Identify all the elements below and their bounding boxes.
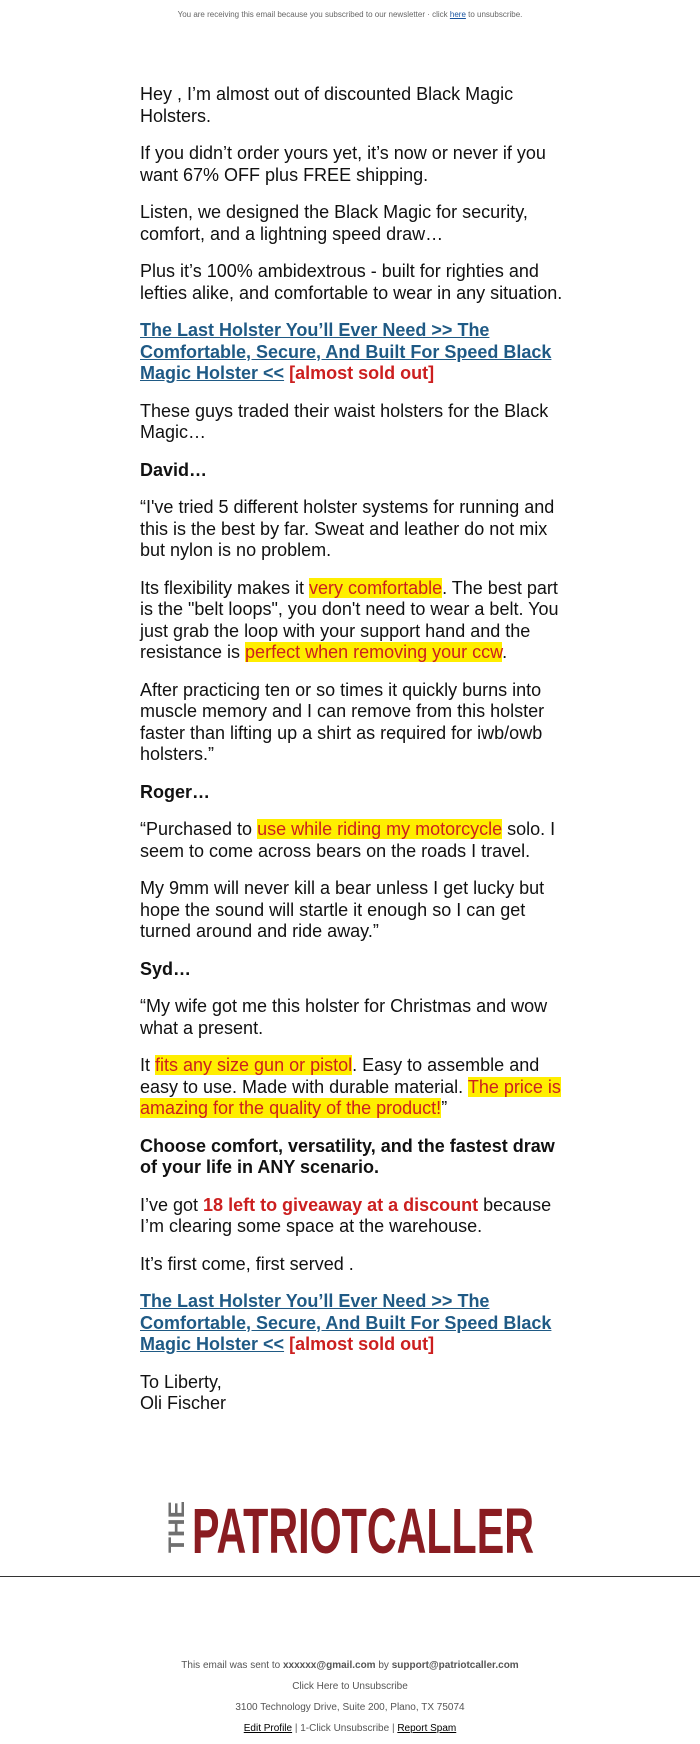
david-quote-2 (140, 578, 565, 664)
testimonial-name-syd: Syd… (140, 958, 192, 979)
david-quote-1: “I've tried 5 different holster systems for running and this is the best by far. Sweat and leather do not mix but nylon is no problem. (140, 497, 555, 560)
stock-paragraph (140, 1195, 565, 1238)
sent-by-text: by (375, 1660, 392, 1671)
syd-quote-1: “My wife got me this holster for Christmas and wow what a present. (140, 996, 548, 1038)
david-quote-2-b: . The best part is the "belt loops", you don't need to wear a belt. You just grab the loop with your support hand and the resistance is (140, 577, 559, 662)
sent-to-text: This email was sent to (181, 1660, 283, 1671)
cta-link-2[interactable]: The Last Holster You’ll Ever Need >> The Comfortable, Secure, And Built For Speed Black Magic Holster << (140, 1291, 552, 1354)
design-paragraph: Listen, we designed the Black Magic for security, comfort, and a lightning speed draw… (140, 202, 528, 244)
highlight-motorcycle: use while riding my motorcycle (257, 819, 503, 839)
stock-text-a: I’ve got (140, 1194, 204, 1215)
sold-out-label-1: [almost sold out] (289, 363, 435, 383)
logo-the: THE (164, 1509, 189, 1553)
ambidextrous-paragraph: Plus it’s 100% ambidextrous - built for righties and lefties alike, and comfortable to wear in any situation. (140, 261, 563, 303)
preheader-text-end: to unsubscribe. (465, 10, 523, 19)
syd-quote-2-a: It (140, 1055, 156, 1075)
sold-out-label-2: [almost sold out] (289, 1334, 435, 1354)
david-quote-2-c: . (502, 642, 508, 662)
roger-quote-1-a: “Purchased to (140, 819, 258, 839)
david-quote-3: After practicing ten or so times it quickly burns into muscle memory and I can remove from this holster faster than lifting up a shirt as required for iwb/owb holsters.” (140, 679, 545, 764)
footer-separator-1: | (292, 1723, 301, 1734)
cta-block-2 (140, 1291, 565, 1356)
footer-links (0, 1723, 700, 1734)
intro-paragraph: Hey , I’m almost out of discounted Black Magic Holsters. (140, 84, 514, 126)
signature (140, 1372, 565, 1415)
email-footer (0, 1660, 700, 1744)
signature-greeting: To Liberty, (140, 1371, 222, 1392)
testimonial-name-roger: Roger… (140, 781, 211, 802)
patriotcaller-logo[interactable] (160, 1495, 540, 1567)
cta-block-1 (140, 320, 565, 385)
preheader-text: You are receiving this email because you subscribed to our newsletter · click (177, 10, 450, 19)
syd-quote-2-b: . Easy to assemble and easy to use. Made with durable material. (140, 1055, 540, 1097)
offer-paragraph: If you didn’t order yours yet, it’s now or never if you want 67% OFF plus FREE shipping. (140, 143, 546, 185)
first-come-paragraph: It’s first come, first served . (140, 1253, 354, 1274)
roger-quote-2: My 9mm will never kill a bear unless I get lucky but hope the sound will startle it enough so I can get turned around and ride away.” (140, 878, 545, 941)
footer-divider (0, 1576, 700, 1577)
logo-name: PATRIOTCALLER (192, 1495, 534, 1567)
stock-count-highlight: 18 left to giveaway at a discount (203, 1194, 479, 1215)
edit-profile-link[interactable]: Edit Profile (243, 1723, 293, 1734)
syd-quote-2-c: ” (441, 1098, 448, 1118)
preheader (0, 10, 700, 19)
stock-text-b: because I’m clearing some space at the warehouse. (140, 1194, 552, 1236)
highlight-very-comfortable: very comfortable (309, 577, 443, 598)
testimonial-name-david: David… (140, 459, 208, 480)
one-click-unsubscribe-link[interactable]: 1-Click Unsubscribe (300, 1723, 390, 1734)
email-body (140, 84, 565, 1431)
footer-separator-2: | (389, 1723, 398, 1734)
roger-quote-1 (140, 819, 565, 862)
sent-to-line (0, 1660, 700, 1671)
syd-quote-2 (140, 1055, 565, 1120)
logo-graphic (160, 1495, 540, 1567)
choose-comfort-heading: Choose comfort, versatility, and the fastest draw of your life in ANY scenario. (140, 1135, 555, 1177)
roger-quote-1-b: solo. I seem to come across bears on the roads I travel. (140, 819, 556, 861)
highlight-price-amazing: The price is amazing for the quality of the product! (140, 1076, 561, 1118)
report-spam-link[interactable]: Report Spam (397, 1723, 457, 1734)
postal-address: 3100 Technology Drive, Suite 200, Plano, TX 75074 (235, 1702, 465, 1713)
signature-name: Oli Fischer (140, 1393, 227, 1413)
sender-email: support@patriotcaller.com (391, 1660, 519, 1671)
david-quote-2-a: Its flexibility makes it (140, 577, 310, 598)
highlight-perfect-removing: perfect when removing your ccw (245, 642, 503, 662)
highlight-fits-any-size: fits any size gun or pistol (155, 1055, 353, 1075)
unsubscribe-here-link[interactable]: here (449, 10, 466, 19)
unsubscribe-link[interactable]: Click Here to Unsubscribe (292, 1681, 408, 1692)
cta-link-1[interactable]: The Last Holster You’ll Ever Need >> The Comfortable, Secure, And Built For Speed Black Magic Holster << (140, 320, 552, 383)
testimonials-intro: These guys traded their waist holsters for the Black Magic… (140, 400, 549, 442)
recipient-email: xxxxxx@gmail.com (283, 1660, 376, 1671)
